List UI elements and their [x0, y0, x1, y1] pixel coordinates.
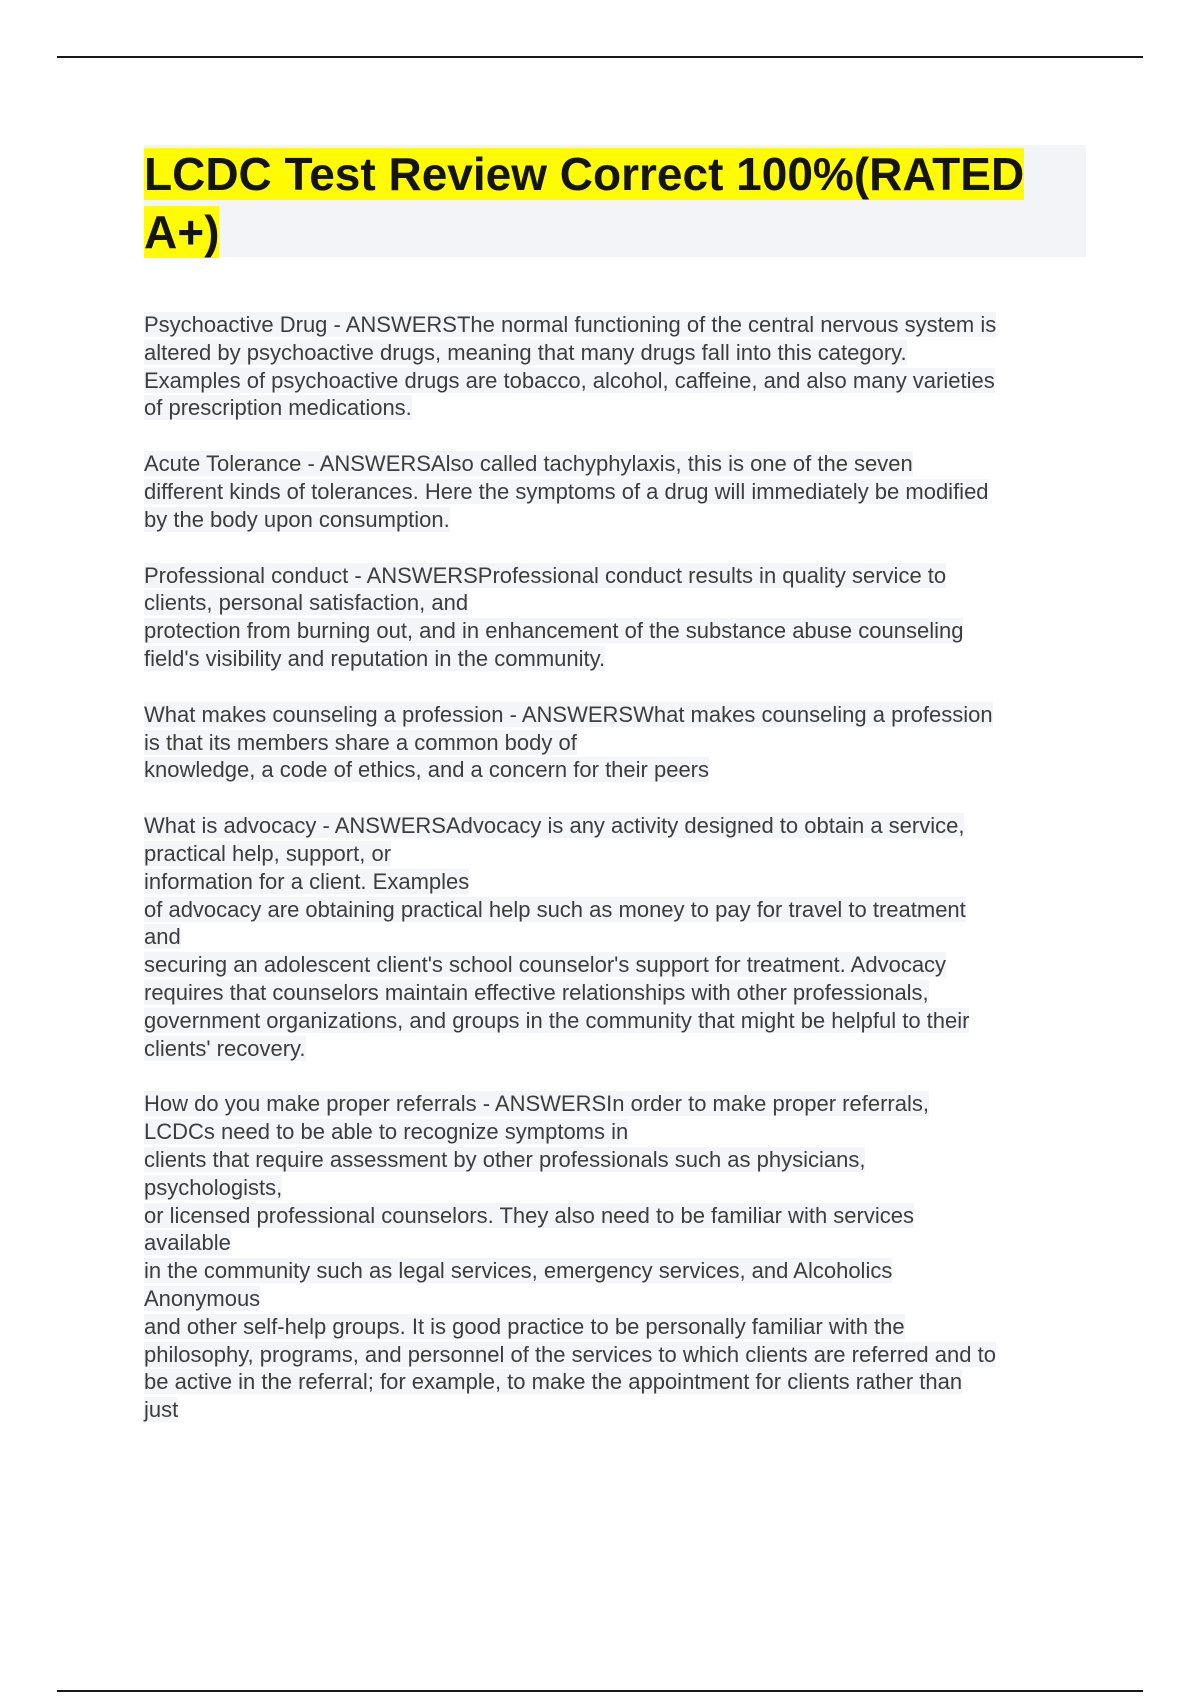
qa-line: [144, 367, 1086, 395]
qa-line-text: psychologists,: [144, 1174, 283, 1200]
qa-line: [144, 1090, 1086, 1118]
title-line-2: A+): [144, 206, 220, 258]
qa-line: [144, 1007, 1086, 1035]
qa-line: [144, 729, 1086, 757]
qa-line: [144, 1174, 1086, 1202]
qa-line: [144, 1257, 1086, 1285]
qa-line-text: clients' recovery.: [144, 1035, 306, 1061]
qa-line: [144, 1035, 1086, 1063]
qa-line-text: LCDCs need to be able to recognize symptoms in: [144, 1119, 629, 1145]
qa-line: [144, 701, 1086, 729]
title-block: [144, 145, 1086, 257]
qa-line: [144, 756, 1086, 784]
qa-line-text: Professional conduct - ANSWERSProfessional conduct results in quality service to: [144, 562, 947, 588]
qa-line: [144, 923, 1086, 951]
qa-line-text: What is advocacy - ANSWERSAdvocacy is any activity designed to obtain a service,: [144, 813, 965, 839]
qa-line: [144, 339, 1086, 367]
qa-entry: [144, 701, 1086, 784]
qa-line-text: of prescription medications.: [144, 395, 412, 421]
qa-line: [144, 1285, 1086, 1313]
qa-line-text: altered by psychoactive drugs, meaning that many drugs fall into this category.: [144, 339, 907, 365]
qa-line: [144, 1396, 1086, 1424]
qa-line-text: securing an adolescent client's school counselor's support for treatment. Advocacy: [144, 952, 947, 978]
qa-line: [144, 311, 1086, 339]
qa-line: [144, 617, 1086, 645]
qa-line: [144, 589, 1086, 617]
qa-line-text: clients, personal satisfaction, and: [144, 590, 469, 616]
qa-line: [144, 1229, 1086, 1257]
qa-line: [144, 1146, 1086, 1174]
bottom-rule: [57, 1690, 1143, 1692]
qa-line-text: How do you make proper referrals - ANSWERSIn order to make proper referrals,: [144, 1091, 929, 1117]
qa-line-text: just: [144, 1397, 179, 1423]
qa-line: [144, 562, 1086, 590]
qa-line-text: by the body upon consumption.: [144, 506, 450, 532]
qa-line: [144, 951, 1086, 979]
qa-line-text: protection from burning out, and in enhancement of the substance abuse counseling: [144, 618, 964, 644]
document-title: [144, 145, 1086, 261]
qa-list: [144, 311, 1086, 1452]
qa-entry: [144, 1090, 1086, 1424]
qa-line: [144, 506, 1086, 534]
qa-line: [144, 896, 1086, 924]
qa-line: [144, 1368, 1086, 1396]
qa-line: [144, 450, 1086, 478]
qa-line: [144, 394, 1086, 422]
title-line-1: LCDC Test Review Correct 100%(RATED: [144, 148, 1025, 200]
qa-line-text: clients that require assessment by other professionals such as physicians,: [144, 1146, 866, 1172]
qa-entry: [144, 562, 1086, 673]
qa-line-text: What makes counseling a profession - ANSWERSWhat makes counseling a profession: [144, 701, 993, 727]
qa-line-text: is that its members share a common body of: [144, 729, 577, 755]
qa-line-text: government organizations, and groups in the community that might be helpful to their: [144, 1007, 970, 1033]
qa-line: [144, 1341, 1086, 1369]
qa-entry: [144, 450, 1086, 533]
qa-line: [144, 645, 1086, 673]
qa-line-text: Examples of psychoactive drugs are tobacco, alcohol, caffeine, and also many varieties: [144, 367, 995, 393]
top-rule: [57, 56, 1143, 58]
qa-line-text: and: [144, 924, 181, 950]
qa-line-text: in the community such as legal services, emergency services, and Alcoholics: [144, 1258, 893, 1284]
qa-line-text: field's visibility and reputation in the community.: [144, 645, 606, 671]
qa-line: [144, 840, 1086, 868]
qa-line: [144, 979, 1086, 1007]
qa-line: [144, 1313, 1086, 1341]
qa-line-text: different kinds of tolerances. Here the symptoms of a drug will immediately be modified: [144, 478, 989, 504]
qa-line-text: and other self-help groups. It is good practice to be personally familiar with the: [144, 1313, 905, 1339]
qa-line-text: philosophy, programs, and personnel of the services to which clients are referred and to: [144, 1341, 996, 1367]
qa-line-text: Anonymous: [144, 1285, 261, 1311]
qa-line: [144, 1118, 1086, 1146]
qa-entry: [144, 311, 1086, 422]
qa-line-text: available: [144, 1230, 231, 1256]
qa-line-text: Psychoactive Drug - ANSWERSThe normal functioning of the central nervous system is: [144, 312, 997, 337]
qa-line-text: information for a client. Examples: [144, 868, 470, 894]
qa-line-text: be active in the referral; for example, to make the appointment for clients rather than: [144, 1369, 963, 1395]
qa-line-text: or licensed professional counselors. They also need to be familiar with services: [144, 1202, 914, 1228]
qa-line: [144, 812, 1086, 840]
qa-line-text: practical help, support, or: [144, 840, 392, 866]
qa-line-text: knowledge, a code of ethics, and a concern for their peers: [144, 757, 710, 783]
qa-line: [144, 1202, 1086, 1230]
qa-entry: [144, 812, 1086, 1062]
qa-line: [144, 868, 1086, 896]
qa-line-text: requires that counselors maintain effective relationships with other professionals,: [144, 979, 929, 1005]
qa-line: [144, 478, 1086, 506]
qa-line-text: of advocacy are obtaining practical help such as money to pay for travel to treatment: [144, 896, 966, 922]
qa-line-text: Acute Tolerance - ANSWERSAlso called tachyphylaxis, this is one of the seven: [144, 451, 913, 477]
